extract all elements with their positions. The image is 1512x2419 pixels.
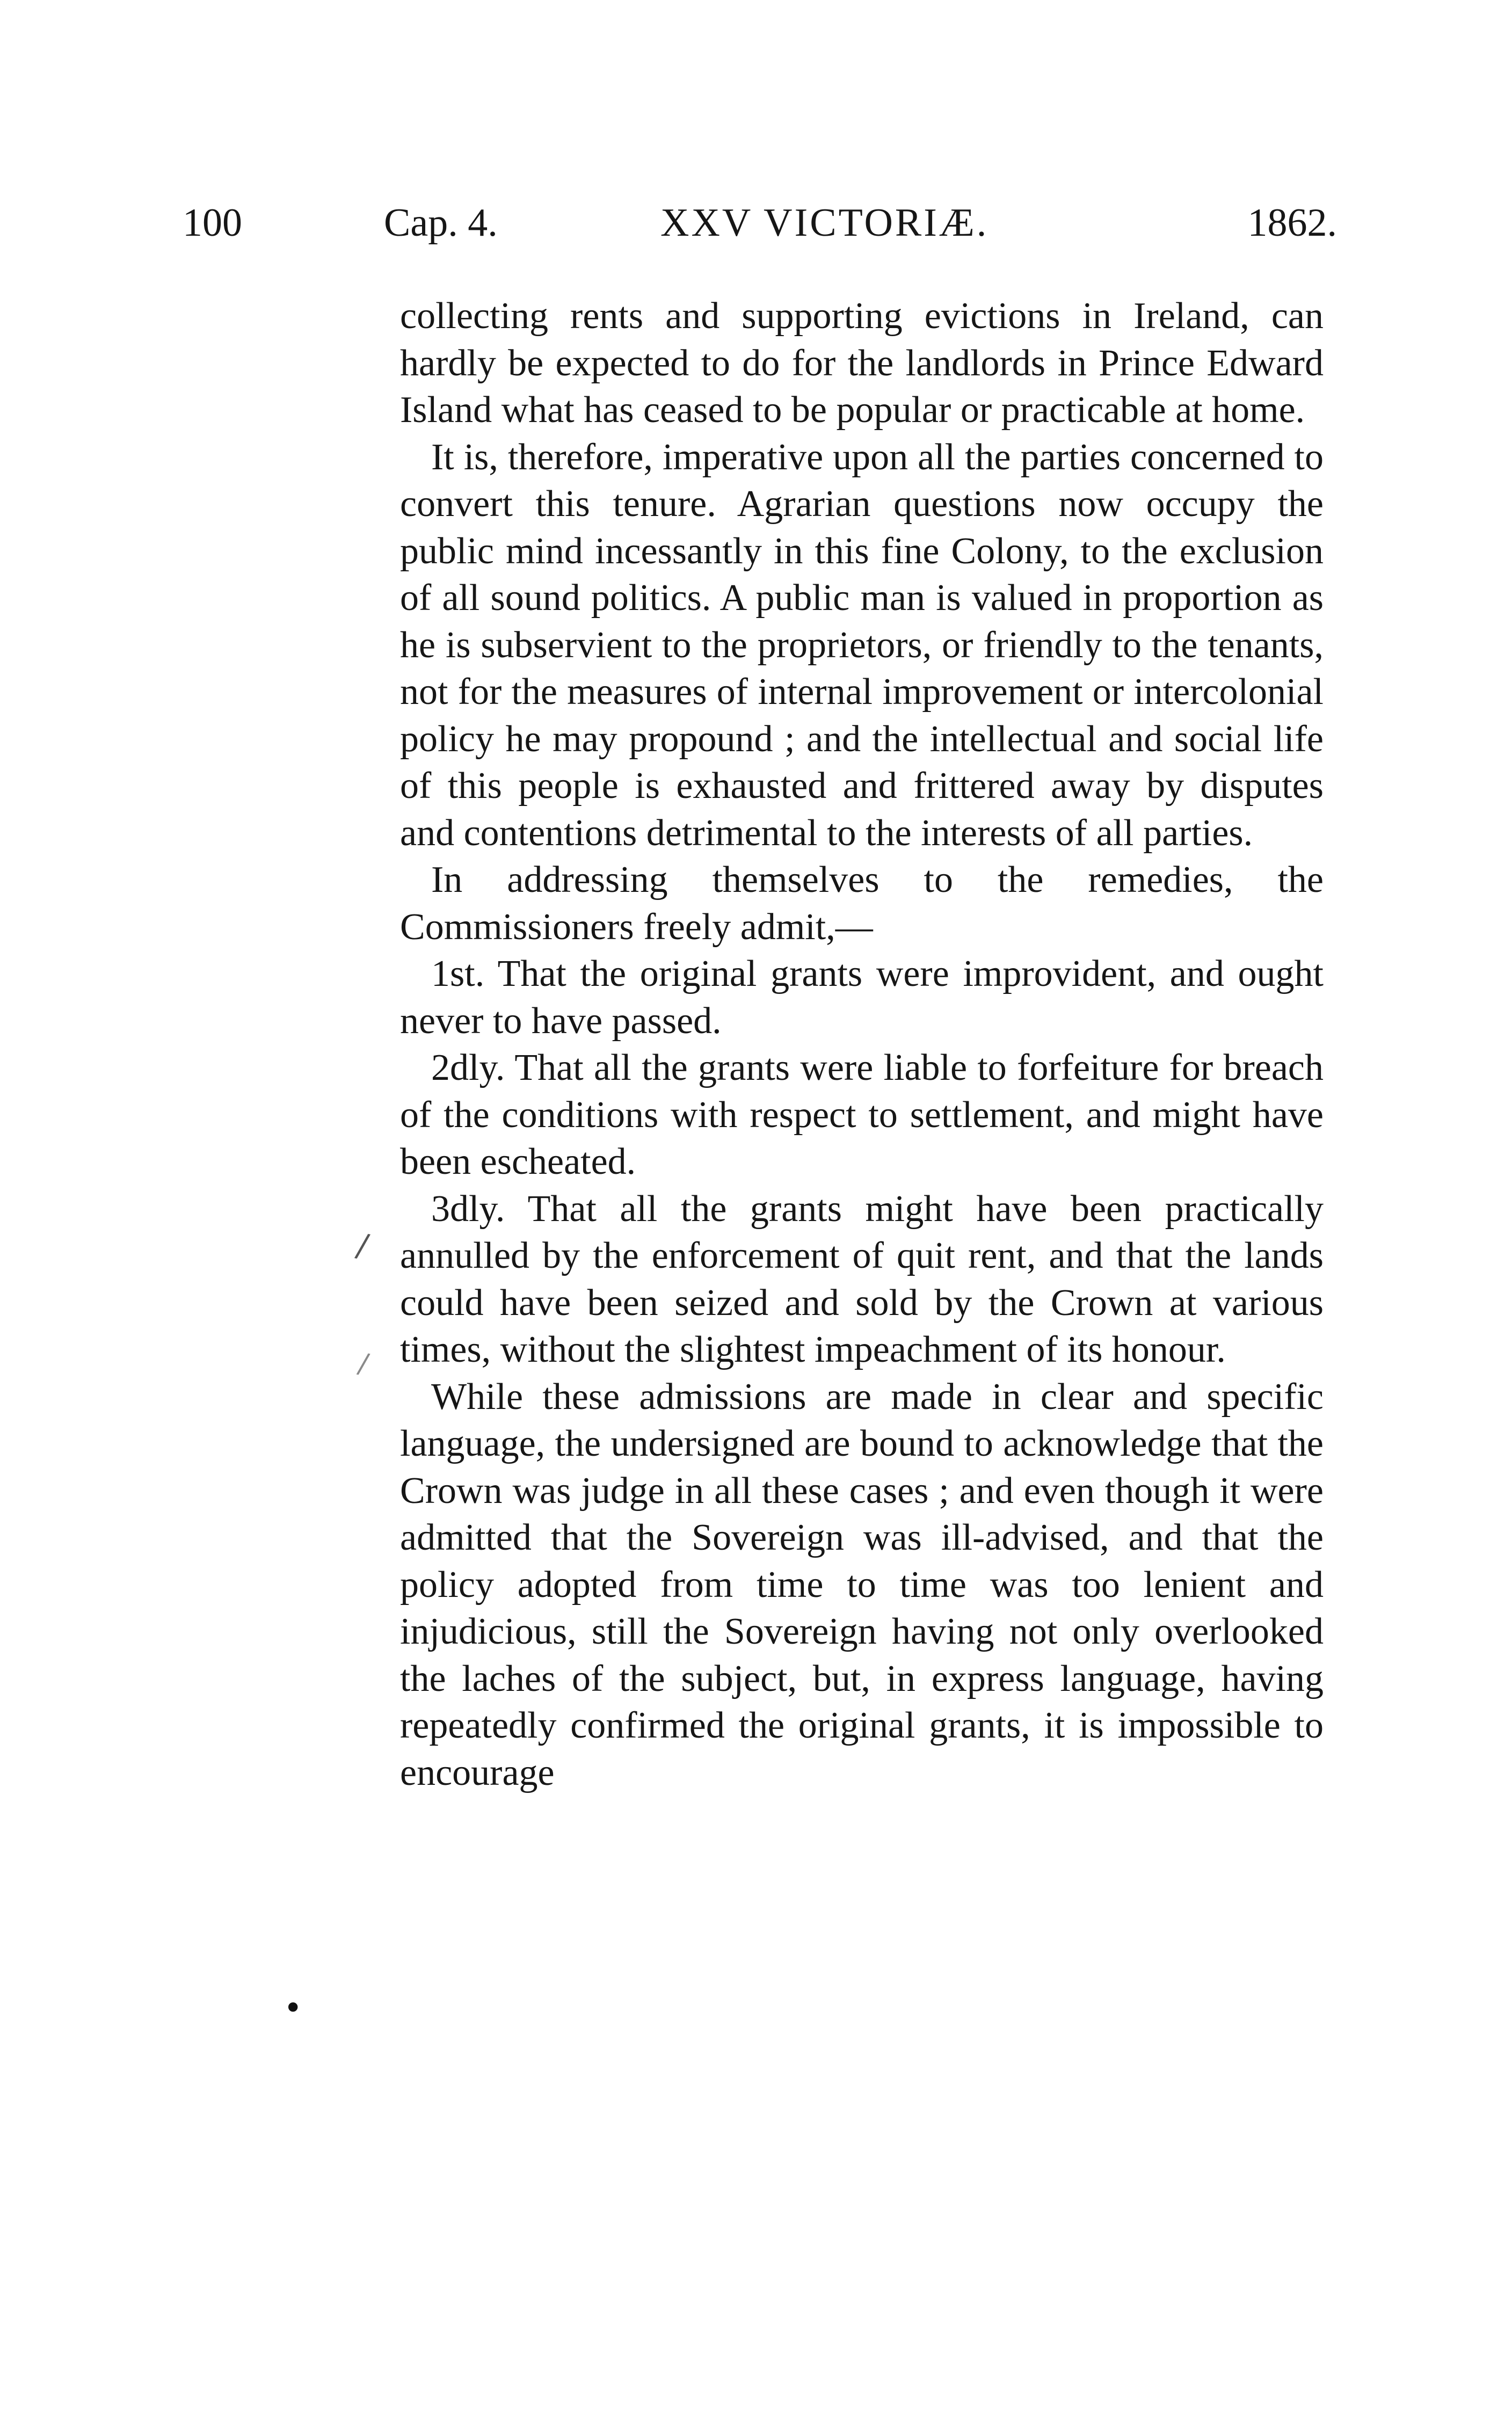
paragraph-admissions-reply: While these admissions are made in clear and specific language, the undersigned are bound to acknowledge that the Crown was judge in all these cases ; and even though it were admitted that the Sovereign was ill-advised, and that the policy adopted from time to time was too lenient and injudicious, still the Sovereign having not only overlooked the laches of the subject, but, in express language, having repeatedly confirmed the original grants, it is impossible to encourage	[400, 1376, 1324, 1793]
chapter-label: Cap. 4.	[384, 201, 498, 245]
page-number: 100	[183, 201, 242, 245]
paragraph-tenure: It is, therefore, imperative upon all the parties concerned to convert this tenure. Agrarian questions now occupy the public mind incessantly in this fine Colony, to the exclusion of all sound politics. A public man is valued in proportion as he is subservient to the proprietors, or friendly to the tenants, not for the measures of internal improvement or intercolonial policy he may propound ; and the intellectual and social life of this people is exhausted and frittered away by disputes and contentions detrimental to the interests of all parties.	[400, 436, 1324, 854]
running-header	[183, 199, 1337, 247]
paragraph-continued: collecting rents and supporting evictions in Ireland, can hardly be expected to do for the landlords in Prince Edward Island what has ceased to be popular or practicable at home.	[400, 295, 1324, 431]
paragraph-admission-3: 3dly. That all the grants might have been practically annulled by the enforcement of quit rent, and that the lands could have been seized and sold by the Crown at various times, without the slightest impeachment of its honour.	[400, 1188, 1324, 1370]
margin-bullet-mark: •	[284, 1989, 303, 2027]
margin-slash-mark: /	[353, 1226, 372, 1266]
paragraph-admission-1: 1st. That the original grants were improvident, and ought never to have passed.	[400, 953, 1324, 1042]
body-text	[400, 293, 1324, 1796]
paragraph-admission-2: 2dly. That all the grants were liable to forfeiture for breach of the conditions with respect to settlement, and might have been escheated.	[400, 1047, 1324, 1182]
year-label: 1862.	[1247, 201, 1337, 245]
paragraph-remedies-intro: In addressing themselves to the remedies, the Commissioners freely admit,—	[400, 859, 1324, 948]
regnal-title: XXV VICTORIÆ.	[660, 201, 989, 245]
margin-slash-mark-faint: /	[355, 1347, 372, 1381]
